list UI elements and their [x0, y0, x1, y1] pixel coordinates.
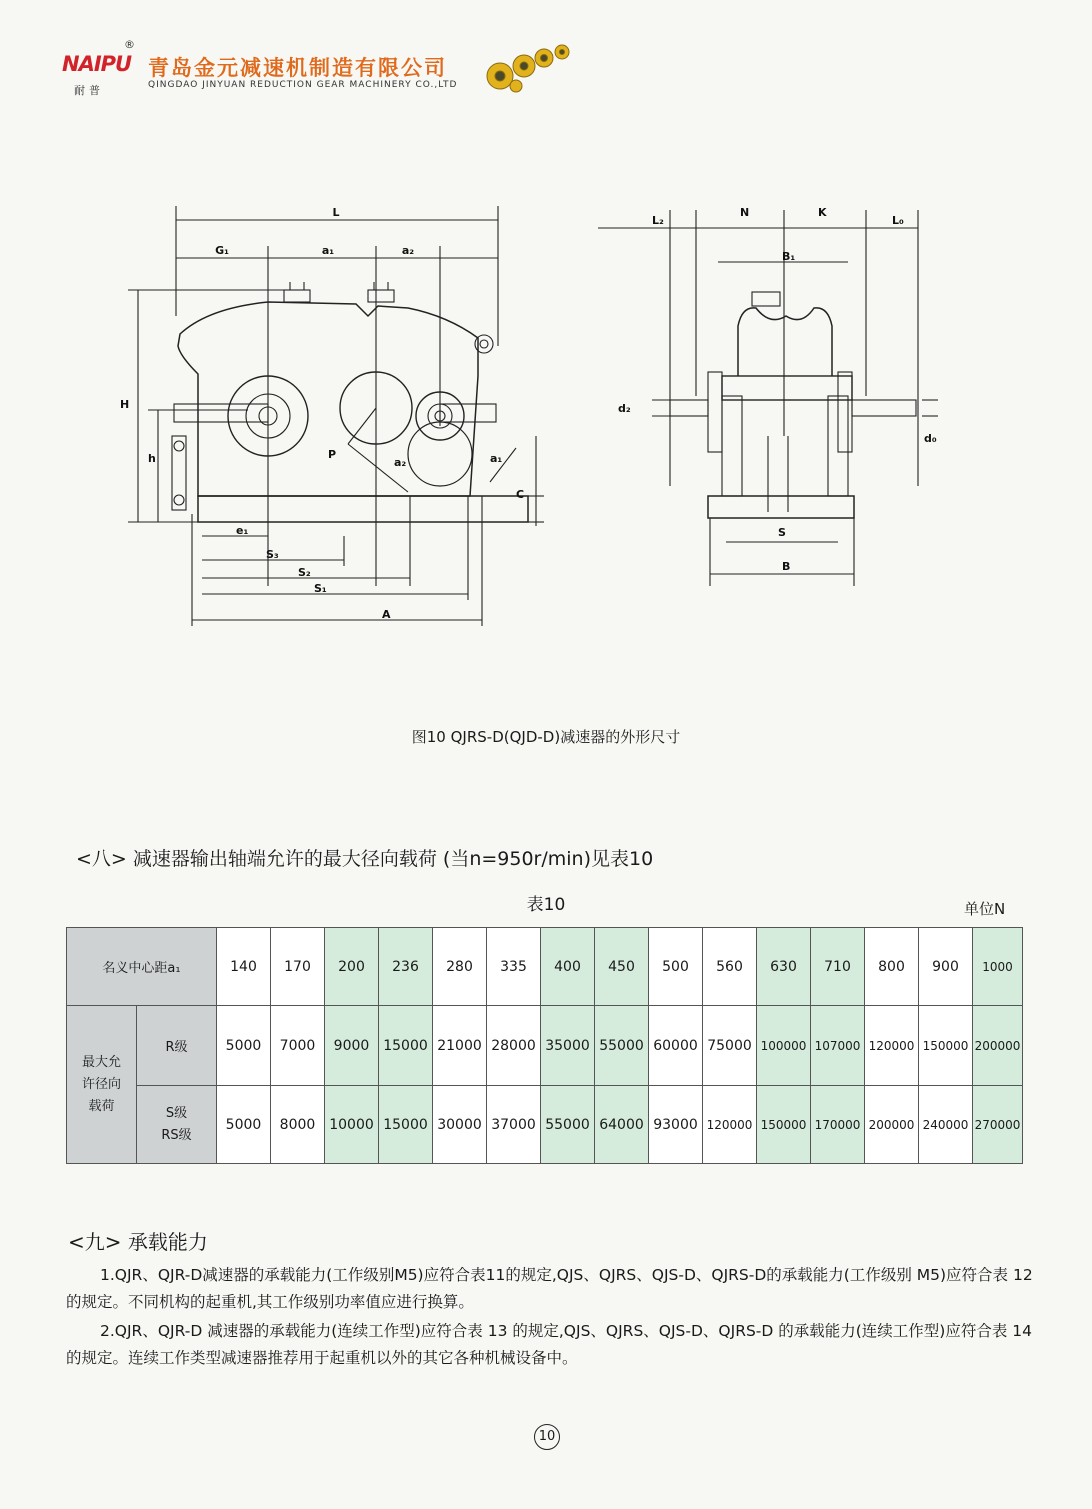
dim-L: L: [332, 206, 340, 219]
row-group-label: 最大允许径向载荷: [67, 1006, 137, 1164]
company-logo: [62, 38, 135, 100]
table-row-r: [67, 1006, 1023, 1086]
table-cell: 30000: [433, 1086, 487, 1164]
gears-icon: [482, 38, 578, 98]
dim-L0: L₀: [892, 214, 904, 227]
dim-a2-diag: a₂: [394, 456, 407, 469]
table-cell: 15000: [379, 1086, 433, 1164]
dim-h: h: [148, 452, 156, 465]
dim-S2: S₂: [298, 566, 311, 579]
header-cell: 560: [703, 928, 757, 1006]
table-cell: 21000: [433, 1006, 487, 1086]
paragraph-2: 2.QJR、QJR-D 减速器的承载能力(连续工作型)应符合表 13 的规定,QJS、QJRS、QJS-D、QJRS-D 的承载能力(连续工作型)应符合表 14 的规定。连续工作类型减速器推荐用于起重机以外的其它各种机械设备中。: [66, 1322, 1033, 1367]
table-cell: 150000: [919, 1006, 973, 1086]
dim-H: H: [120, 398, 130, 411]
unit-label: 单位N: [964, 900, 1006, 918]
dim-G1: G₁: [215, 244, 229, 257]
dim-B: B: [782, 560, 791, 573]
table-cell: 35000: [541, 1006, 595, 1086]
figure-caption: 图10 QJRS-D(QJD-D)减速器的外形尺寸: [411, 728, 681, 746]
company-name-cn: 青岛金元减速机制造有限公司: [148, 56, 447, 80]
table-cell: 100000: [757, 1006, 811, 1086]
section-8-heading: <八> 减速器输出轴端允许的最大径向载荷 (当n=950r/min)见表10: [76, 848, 654, 870]
dim-N: N: [740, 206, 750, 219]
table-cell: 200000: [973, 1006, 1023, 1086]
table-cell: 107000: [811, 1006, 865, 1086]
page-number: 10: [534, 1424, 560, 1450]
header-label: 名义中心距a₁: [67, 928, 217, 1006]
dim-S1: S₁: [314, 582, 327, 595]
table-cell: 15000: [379, 1006, 433, 1086]
registered-mark: ®: [124, 38, 135, 51]
table-cell: 7000: [271, 1006, 325, 1086]
dim-a1-diag: a₁: [490, 452, 503, 465]
header-cell: 900: [919, 928, 973, 1006]
logo-subtitle: 耐普: [74, 84, 104, 97]
table-cell: 37000: [487, 1086, 541, 1164]
dim-A: A: [382, 608, 391, 621]
dim-B1: B₁: [782, 250, 796, 263]
side-view-drawing: [592, 196, 952, 596]
table-header-row: [67, 928, 1023, 1006]
table-row-s: [67, 1086, 1023, 1164]
table-cell: 170000: [811, 1086, 865, 1164]
table-cell: 120000: [703, 1086, 757, 1164]
header-cell: 170: [271, 928, 325, 1006]
table-cell: 10000: [325, 1086, 379, 1164]
header-cell: 1000: [973, 928, 1023, 1006]
dim-P: P: [328, 448, 337, 461]
dim-a2: a₂: [401, 244, 415, 257]
table-cell: 9000: [325, 1006, 379, 1086]
header-cell: 335: [487, 928, 541, 1006]
company-name-en: QINGDAO JINYUAN REDUCTION GEAR MACHINERY CO.,LTD: [148, 80, 458, 90]
dim-d0: d₀: [924, 432, 937, 445]
table-cell: 60000: [649, 1006, 703, 1086]
dim-S: S: [778, 526, 786, 539]
header-cell: 140: [217, 928, 271, 1006]
radial-load-table: [66, 927, 1023, 1164]
r-grade-label: R级: [137, 1006, 217, 1086]
table-cell: 93000: [649, 1086, 703, 1164]
header-cell: 400: [541, 928, 595, 1006]
header-cell: 236: [379, 928, 433, 1006]
header-cell: 630: [757, 928, 811, 1006]
section-9-heading: <九> 承载能力: [68, 1230, 208, 1254]
table-cell: 240000: [919, 1086, 973, 1164]
dim-d2: d₂: [618, 402, 631, 415]
table-title: 表10: [526, 895, 566, 915]
s-grade-label-1: S级: [165, 1105, 188, 1121]
s-grade-label-2: RS级: [161, 1127, 192, 1143]
dim-S3: S₃: [266, 548, 279, 561]
header-cell: 500: [649, 928, 703, 1006]
table-cell: 75000: [703, 1006, 757, 1086]
dim-L2: L₂: [652, 214, 664, 227]
table-cell: 8000: [271, 1086, 325, 1164]
s-grade-label: [137, 1086, 217, 1164]
table-cell: 150000: [757, 1086, 811, 1164]
dim-a1: a₁: [321, 244, 335, 257]
paragraph-1: 1.QJR、QJR-D减速器的承载能力(工作级别M5)应符合表11的规定,QJS、QJRS、QJS-D、QJRS-D的承载能力(工作级别 M5)应符合表 12 的规定。不同机构的起重机,其工作级别功率值应进行换算。: [66, 1266, 1033, 1311]
header-cell: 710: [811, 928, 865, 1006]
front-view-drawing: [118, 196, 548, 636]
table-cell: 5000: [217, 1006, 271, 1086]
logo-text: NAIPU: [62, 52, 132, 76]
table-cell: 270000: [973, 1086, 1023, 1164]
dim-e1: e₁: [236, 524, 249, 537]
table-cell: 200000: [865, 1086, 919, 1164]
table-cell: 120000: [865, 1006, 919, 1086]
table-cell: 5000: [217, 1086, 271, 1164]
table-cell: 55000: [595, 1006, 649, 1086]
dim-K: K: [818, 206, 827, 219]
header-cell: 280: [433, 928, 487, 1006]
table-cell: 28000: [487, 1006, 541, 1086]
table-cell: 64000: [595, 1086, 649, 1164]
dim-C: C: [516, 488, 525, 501]
header-cell: 200: [325, 928, 379, 1006]
header-cell: 800: [865, 928, 919, 1006]
table-cell: 55000: [541, 1086, 595, 1164]
header-cell: 450: [595, 928, 649, 1006]
